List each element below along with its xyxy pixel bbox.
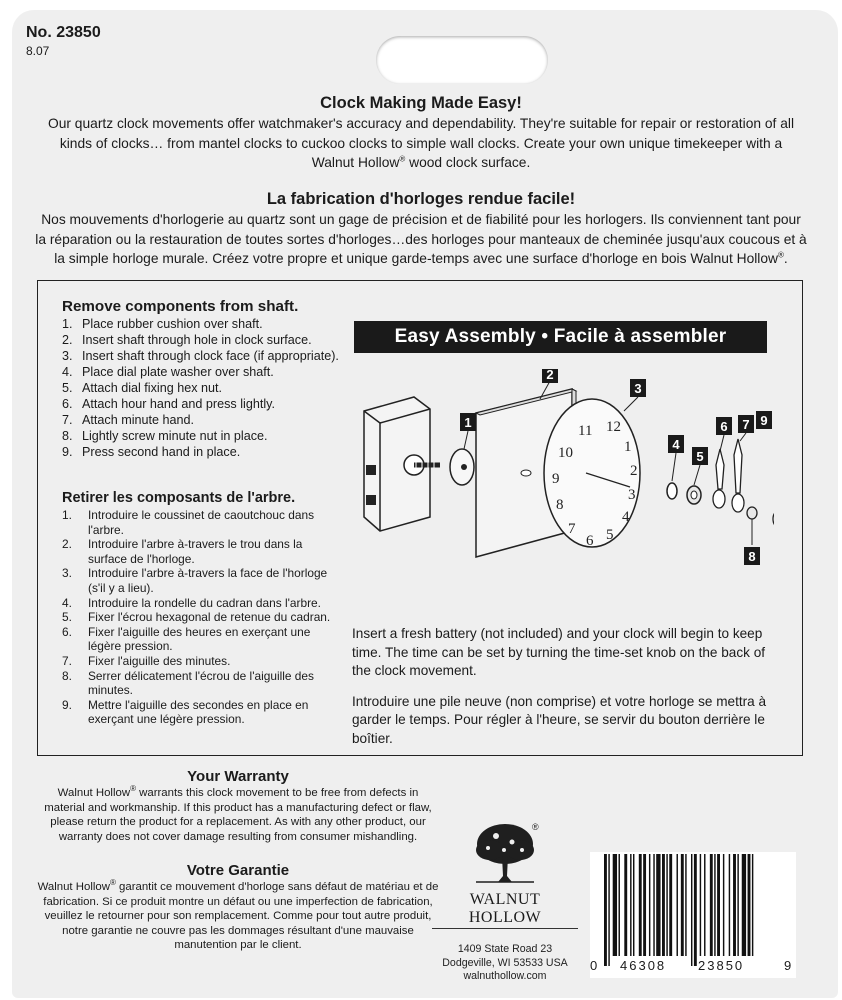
barcode-bar [643, 854, 646, 956]
barcode-bar [604, 854, 607, 966]
company-address [432, 943, 578, 984]
step-number: 4. [62, 365, 73, 379]
step-item [62, 596, 342, 611]
registered-mark: ® [109, 878, 116, 888]
steps-english [62, 297, 342, 460]
steps-title-fr: Retirer les composants de l'arbre. [62, 490, 296, 506]
barcode-bar [710, 854, 713, 956]
brand-text: Walnut Hollow [57, 787, 131, 799]
step-item [62, 444, 342, 460]
part-label: 5 [696, 449, 704, 464]
intro-line-fr: Nos mouvements d'horlogerie au quartz sont un gage de précision et de fiabilité pour les horlogers. Ils conviennent tant pour [41, 212, 801, 227]
clock-numeral: 6 [586, 533, 594, 549]
part-label: 3 [634, 381, 642, 396]
step-item [62, 380, 342, 396]
warranty-text-en [36, 786, 440, 844]
barcode-bar [608, 854, 609, 966]
barcode-bar [656, 854, 660, 956]
step-item [62, 332, 342, 348]
intro-line-fr: la réparation ou la restauration de toutes sortes d'horloges…des horloges pour manteaux de cheminée jusqu'aux coucous et à [35, 231, 807, 247]
clock-numeral: 8 [556, 497, 564, 513]
clock-numeral: 2 [630, 463, 638, 479]
warranty-text-fr [36, 880, 440, 953]
step-text: Place dial plate washer over shaft. [82, 365, 274, 379]
minute-hand [732, 439, 744, 512]
barcode-bar [723, 854, 724, 956]
step-number: 1. [62, 508, 72, 522]
step-text: Fixer l'écrou hexagonal de retenue du cadran. [88, 610, 331, 625]
step-item [62, 537, 342, 566]
intro-line-end: . [783, 251, 788, 266]
step-item [62, 412, 342, 428]
clock-numeral: 4 [622, 509, 630, 525]
intro-line-en: Our quartz clock movements offer watchmaker's accuracy and dependability. They're suitable for repair or restoration of all [47, 116, 795, 131]
step-number: 8. [62, 429, 73, 443]
barcode-bar [639, 854, 642, 956]
barcode-bar [714, 854, 715, 956]
intro-line-fr [30, 249, 812, 269]
clock-movement [364, 397, 440, 531]
step-item [62, 316, 342, 332]
steps-title-en: Remove components from shaft. [62, 298, 299, 315]
barcode-bar [653, 854, 654, 956]
barcode-digits: 46308 [620, 958, 667, 973]
registered-mark: ® [778, 250, 784, 260]
clock-numeral: 11 [578, 423, 593, 439]
assembly-diagram [354, 369, 774, 599]
warranty-body: garantit ce mouvement d'horloge sans défaut de matériau et de fabrication. Si ce produit montre un défaut ou une imperfection de fabrication, veuillez le retourner pour son remplacement. Comme pour tout autre produit, notre garantie ne couvre pas les dommages résultant d'une mauvaise manutention par le client. [43, 881, 439, 952]
step-number: 3. [62, 566, 72, 581]
barcode-bar [694, 854, 697, 966]
barcode-bar [742, 854, 746, 956]
step-number: 6. [62, 624, 72, 639]
part-label: 7 [742, 417, 750, 432]
step-text: Lightly screw minute nut in place. [82, 429, 268, 443]
clock-numeral: 9 [552, 471, 560, 487]
step-item [62, 428, 342, 444]
warranty-english [36, 768, 440, 844]
step-number: 6. [62, 397, 73, 411]
part-label: 6 [720, 419, 728, 434]
step-text: Press second hand in place. [82, 445, 241, 459]
intro-line-en: kinds of clocks… from mantel clocks to cuckoo clocks to simple wall clocks. Create your own unique timekeeper with a [59, 135, 783, 151]
barcode-bar [681, 854, 684, 956]
warranty-body: warrants this clock movement to be free from defects in material and workmanship. If this product has a manufacturing defect or flaw, please return the product for a replacement. As with any other product, our warranty does not cover damage resulting from consumer mishandling. [44, 787, 432, 843]
barcode-bar [691, 854, 692, 966]
registered-mark: ® [130, 784, 136, 794]
step-item [62, 610, 342, 625]
clock-numeral: 12 [606, 419, 621, 435]
barcode-bar [729, 854, 730, 956]
steps-list-fr [62, 508, 342, 727]
address-line: 1409 State Road 23 [457, 943, 553, 955]
step-text: Insert shaft through clock face (if appropriate). [82, 349, 339, 363]
battery-text-fr: Introduire une pile neuve (non comprise) et votre horloge se mettra à garder le temps. Pour régler à l'heure, se servir du bouton derrière le boîtier. [352, 693, 767, 746]
intro-line-end: wood clock surface. [405, 155, 531, 170]
step-number: 9. [62, 445, 73, 459]
step-number: 2. [62, 333, 73, 347]
barcode-bar [630, 854, 631, 956]
step-text: Insert shaft through hole in clock surface. [82, 333, 312, 347]
intro-line-text: la simple horloge murale. Créez votre propre et unique garde-temps avec une surface d'horloge en bois Walnut Hollow [54, 251, 779, 266]
intro-title-en: Clock Making Made Easy! [320, 94, 522, 112]
step-number: 8. [62, 668, 72, 683]
steps-french [62, 489, 342, 727]
step-number: 9. [62, 697, 72, 712]
step-number: 2. [62, 537, 72, 552]
part-label: 2 [546, 369, 554, 382]
step-text: Fixer l'aiguille des heures en exerçant une légère pression. [88, 624, 311, 654]
barcode-bar [624, 854, 627, 956]
barcode-bar [737, 854, 738, 956]
barcode-bar [733, 854, 736, 956]
battery-instructions [352, 625, 772, 760]
hour-hand [713, 449, 725, 508]
step-text: Attach dial fixing hex nut. [82, 381, 223, 395]
step-text: Attach minute hand. [82, 413, 195, 427]
product-number: No. 23850 [26, 24, 101, 41]
version-code: 8.07 [26, 44, 50, 58]
company-block [432, 820, 578, 984]
barcode-digit: 0 [590, 958, 600, 973]
brand-text: Walnut Hollow [311, 155, 400, 170]
second-hand [773, 435, 774, 527]
clock-numeral: 10 [558, 445, 573, 461]
barcode-digit: 9 [784, 958, 794, 973]
barcode-bar [666, 854, 667, 956]
intro-english [30, 92, 812, 173]
part-label: 4 [672, 437, 680, 452]
step-text: Attach hour hand and press lightly. [82, 397, 275, 411]
company-name: WALNUT HOLLOW [432, 891, 578, 929]
warranty-title-fr: Votre Garantie [186, 862, 290, 879]
step-number: 5. [62, 610, 72, 625]
clock-numeral: 3 [628, 487, 636, 503]
clock-face [544, 399, 640, 549]
warranty-title-en: Your Warranty [187, 768, 289, 785]
step-text: Introduire la rondelle du cadran dans l'arbre. [88, 595, 321, 610]
barcode-bar [677, 854, 678, 956]
registered-mark: ® [532, 822, 539, 832]
barcode-bar [613, 854, 617, 956]
step-item [62, 396, 342, 412]
step-item [62, 508, 342, 537]
brand-text: Walnut Hollow [37, 881, 110, 893]
step-text: Introduire l'arbre à-travers la face de l'horloge (s'il y a lieu). [88, 566, 328, 595]
step-text: Introduire l'arbre à-travers le trou dans la surface de l'horloge. [88, 537, 303, 566]
step-item [62, 654, 342, 669]
warranty-french [36, 862, 440, 953]
step-text: Mettre l'aiguille des secondes en place en exerçant une légère pression. [88, 697, 309, 727]
minute-nut [747, 507, 757, 519]
barcode-bar [619, 854, 620, 956]
barcode-bar [704, 854, 705, 956]
step-number: 4. [62, 595, 72, 610]
clock-numeral: 1 [624, 439, 632, 455]
cushion-hole [461, 464, 467, 470]
barcode-bar [748, 854, 751, 956]
part-label: 9 [760, 413, 768, 428]
barcode-bar [633, 854, 634, 956]
registered-mark: ® [399, 154, 406, 164]
steps-list-en [62, 316, 342, 460]
step-item [62, 348, 342, 364]
step-item [62, 364, 342, 380]
step-item [62, 566, 342, 595]
tree-logo-icon [470, 820, 540, 886]
step-item [62, 625, 342, 654]
step-number: 7. [62, 653, 72, 668]
step-text: Place rubber cushion over shaft. [82, 317, 263, 331]
step-text: Introduire le coussinet de caoutchouc dans l'arbre. [88, 508, 315, 537]
step-text: Serrer délicatement l'écrou de l'aiguille des minutes. [88, 668, 314, 698]
clock-numeral: 5 [606, 527, 614, 543]
step-number: 1. [62, 317, 73, 331]
step-item [62, 669, 342, 698]
barcode-bar [662, 854, 665, 956]
barcode-digits: 23850 [698, 958, 745, 973]
intro-french [30, 188, 812, 269]
instructions-box [37, 280, 803, 756]
step-number: 3. [62, 349, 73, 363]
step-number: 5. [62, 381, 73, 395]
clock-numeral: 7 [568, 521, 576, 537]
barcode-bar [685, 854, 686, 956]
part-label: 1 [464, 415, 472, 430]
barcode-bar [649, 854, 650, 956]
barcode-bar [669, 854, 672, 956]
assembly-banner: Easy Assembly • Facile à assembler [354, 321, 767, 353]
step-number: 7. [62, 413, 73, 427]
barcode-bar [717, 854, 720, 956]
dial-washer [667, 483, 677, 499]
intro-line-en [30, 153, 812, 173]
address-line: Dodgeville, WI 53533 USA [442, 956, 568, 969]
intro-title-fr: La fabrication d'horloges rendue facile! [266, 190, 576, 208]
barcode-bar [752, 854, 753, 956]
battery-text-en: Insert a fresh battery (not included) and your clock will begin to keep time. The time can be set by turning the time-set knob on the back of the clock movement. [352, 626, 766, 678]
step-item [62, 698, 342, 727]
part-label: 8 [748, 549, 756, 564]
barcode-bar [700, 854, 701, 956]
hang-hole [376, 36, 548, 84]
step-text: Fixer l'aiguille des minutes. [88, 653, 231, 668]
website-link[interactable]: walnuthollow.com [463, 970, 547, 982]
